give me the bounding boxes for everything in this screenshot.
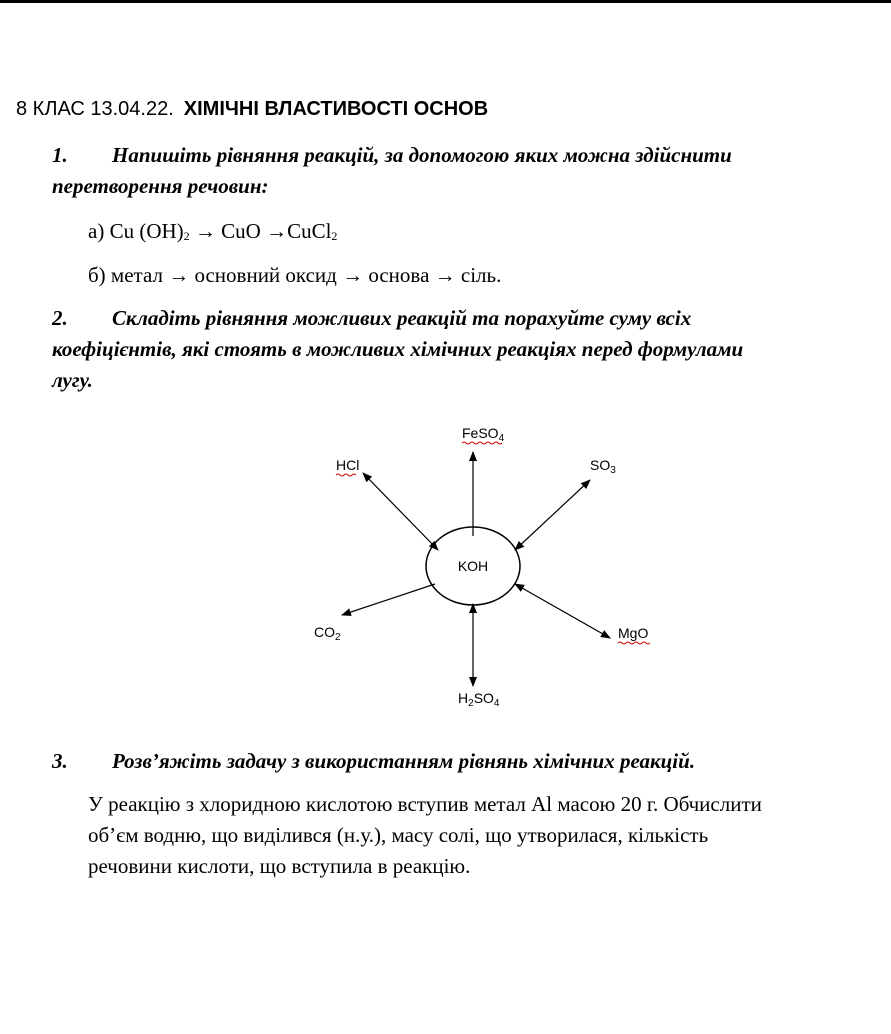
label-co2: $CO_2$ xyxy=(314,624,341,643)
arrow-mgo xyxy=(515,584,610,638)
task-1-line-1: Напишіть рівняння реакцій, за допомогою яких можна здійснити xyxy=(112,143,732,167)
task-3-problem-line-1: У реакцію з хлоридною кислотою вступив метал Al масою 20 г. Обчислити xyxy=(88,792,762,816)
task-3-number: 3. xyxy=(52,749,68,773)
arrow-hcl xyxy=(363,473,438,550)
header-date: 8 КЛАС 13.04.22. xyxy=(16,98,174,120)
task-1-item-b: б) метал → основний оксид → основа → сіль. xyxy=(88,263,502,287)
task-2-line-1: Складіть рівняння можливих реакцій та порахуйте суму всіх xyxy=(112,306,692,330)
arrow-co2 xyxy=(342,584,435,615)
label-mgo: MgO xyxy=(618,625,649,641)
task-2-line-3: лугу. xyxy=(52,368,93,392)
arrow-so3 xyxy=(515,480,590,550)
task-3-problem-line-2: об’єм водню, що виділився (н.у.), масу солі, що утворилася, кількість xyxy=(88,823,709,847)
task-3-line-1: Розв’яжіть задачу з використанням рівнянь хімічних реакцій. xyxy=(112,749,696,773)
task-3-problem xyxy=(88,789,858,882)
label-hcl: HCl xyxy=(336,457,360,473)
label-so3: $SO_3$ xyxy=(590,457,616,476)
task-2-number: 2. xyxy=(52,306,68,330)
feso4-underline xyxy=(462,442,502,444)
task-3-heading xyxy=(52,746,695,777)
task-2-heading xyxy=(52,303,743,396)
task-1-item-a: а) Cu $(OH)_2$ → CuO →CuCl$_2$ xyxy=(88,219,338,243)
hcl-underline xyxy=(336,474,356,476)
header-title: ХІМІЧНІ ВЛАСТИВОСТІ ОСНОВ xyxy=(183,98,489,120)
label-h2so4: $H_2SO_4$ xyxy=(458,690,500,709)
task-1-number: 1. xyxy=(52,143,68,167)
koh-reaction-diagram xyxy=(290,418,670,718)
task-2-line-2: коефіцієнтів, які стоять в можливих хімічних реакціях перед формулами xyxy=(52,337,744,361)
page-header xyxy=(16,98,488,121)
top-border xyxy=(0,0,891,3)
task-3-problem-line-3: речовини кислоти, що вступила в реакцію. xyxy=(88,854,471,878)
task-1-heading xyxy=(52,140,732,202)
mgo-underline xyxy=(618,642,650,644)
task-1-line-2: перетворення речовин: xyxy=(52,174,269,198)
koh-label: KOH xyxy=(457,558,489,574)
label-feso4: FeSO$_4$ xyxy=(462,425,505,444)
